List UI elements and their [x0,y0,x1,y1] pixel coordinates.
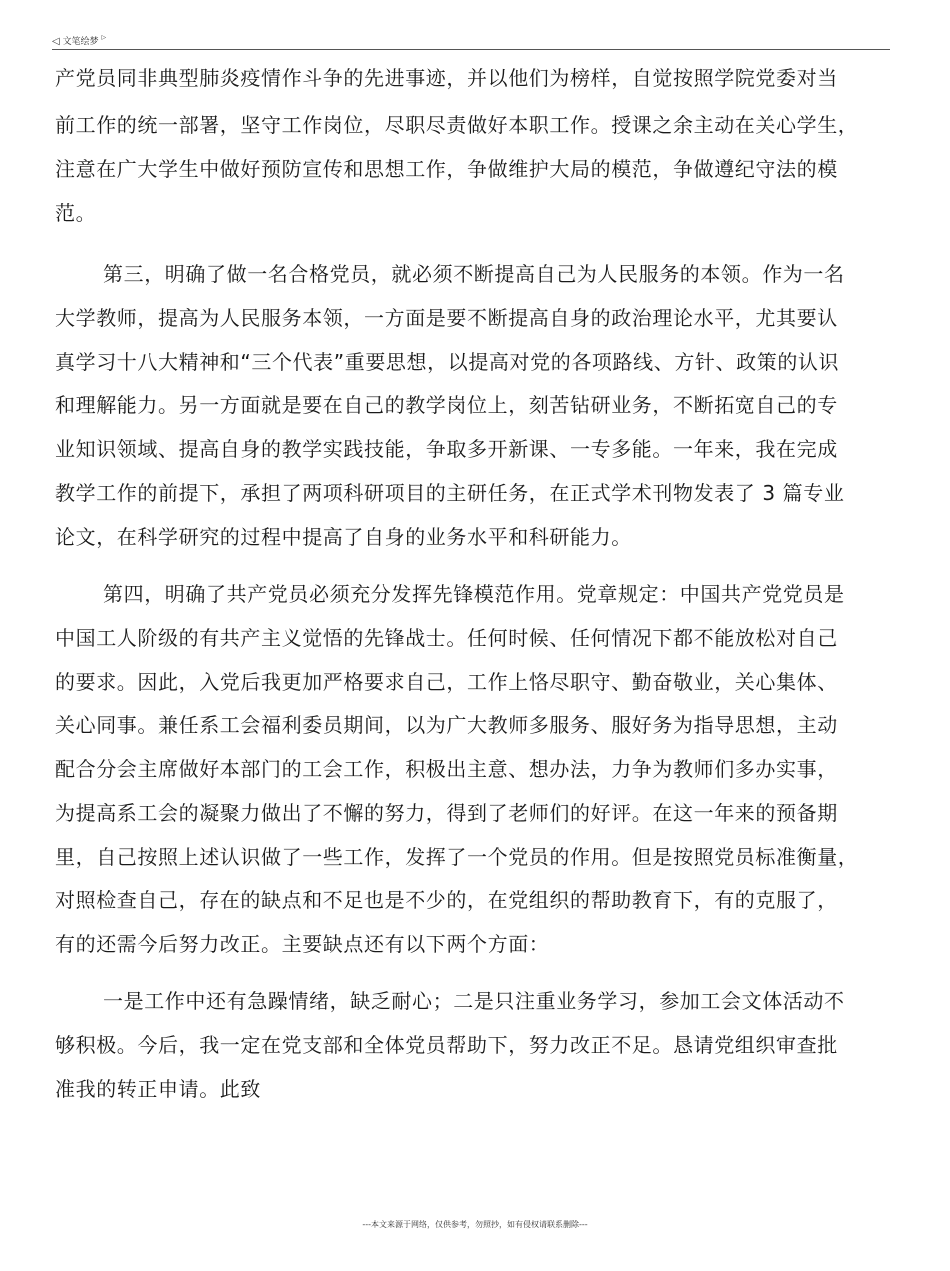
text-line: 有的还需今后努力改正。主要缺点还有以下两个方面： [55,932,550,956]
text-line: 里，自己按照上述认识做了一些工作，发挥了一个党员的作用。但是按照党员标准衡量， [55,845,859,869]
text-line: 论文，在科学研究的过程中提高了自身的业务水平和科研能力。 [55,525,632,549]
text-line: 业知识领域、提高自身的教学实践技能，争取多开新课、一专多能。一年来，我在完成 [55,437,838,461]
text-line: 真学习十八大精神和“三个代表”重要思想，以提高对党的各项路线、方针、政策的认识 [55,350,840,374]
text-line: 的要求。因此，入党后我更加严格要求自己，工作上恪尽职守、勤奋敬业，关心集体、 [55,670,838,694]
text-line: 准我的转正申请。此致 [55,1077,261,1101]
text-line: 中国工人阶级的有共产主义觉悟的先锋战士。任何时候、任何情况下都不能放松对自己 [55,626,838,650]
text-line: 配合分会主席做好本部门的工会工作，积极出主意、想办法，力争为教师们多办实事， [55,757,838,781]
text-line: 一是工作中还有急躁情绪，缺乏耐心；二是只注重业务学习，参加工会文体活动不 [103,989,845,1013]
header-mark [52,34,106,47]
page-header [52,33,890,50]
text-line: 前工作的统一部署，坚守工作岗位，尽职尽责做好本职工作。授课之余主动在关心学生， [55,113,859,137]
text-line: 第三，明确了做一名合格党员，就必须不断提高自己为人民服务的本领。作为一名 [103,262,845,286]
text-line: 和理解能力。另一方面就是要在自己的教学岗位上，刻苦钻研业务，不断拓宽自己的专 [55,393,838,417]
text-line: 范。 [55,201,97,225]
text-line: 关心同事。兼任系工会福利委员期间，以为广大教师多服务、服好务为指导思想，主动 [55,713,838,737]
header-end-icon: ▷ [101,34,107,41]
text-line: 对照检查自己，存在的缺点和不足也是不少的，在党组织的帮助教育下，有的克服了， [55,888,838,912]
text-line: 第四，明确了共产党员必须充分发挥先锋模范作用。党章规定：中国共产党党员是 [103,582,845,606]
text-line: 为提高系工会的凝聚力做出了不懈的努力，得到了老师们的好评。在这一年来的预备期 [55,801,838,825]
text-line: 够积极。今后，我一定在党支部和全体党员帮助下，努力改正不足。恳请党组织审查批 [55,1033,838,1057]
text-line: 教学工作的前提下，承担了两项科研项目的主研任务，在正式学术刊物发表了 3 篇专业 [55,481,845,505]
left-triangle-icon: ◁ [52,36,60,47]
text-line: 注意在广大学生中做好预防宣传和思想工作，争做维护大局的模范，争做遵纪守法的模 [55,157,838,181]
text-line: 大学教师，提高为人民服务本领，一方面是要不断提高自身的政治理论水平，尤其要认 [55,306,838,330]
text-line: 产党员同非典型肺炎疫情作斗争的先进事迹，并以他们为榜样，自觉按照学院党委对当 [55,66,838,90]
page-footer: ---本文来源于网络，仅供参考，勿照抄，如有侵权请联系删除--- [362,1220,588,1229]
header-mark-text: 文笔绘梦 [62,37,99,47]
